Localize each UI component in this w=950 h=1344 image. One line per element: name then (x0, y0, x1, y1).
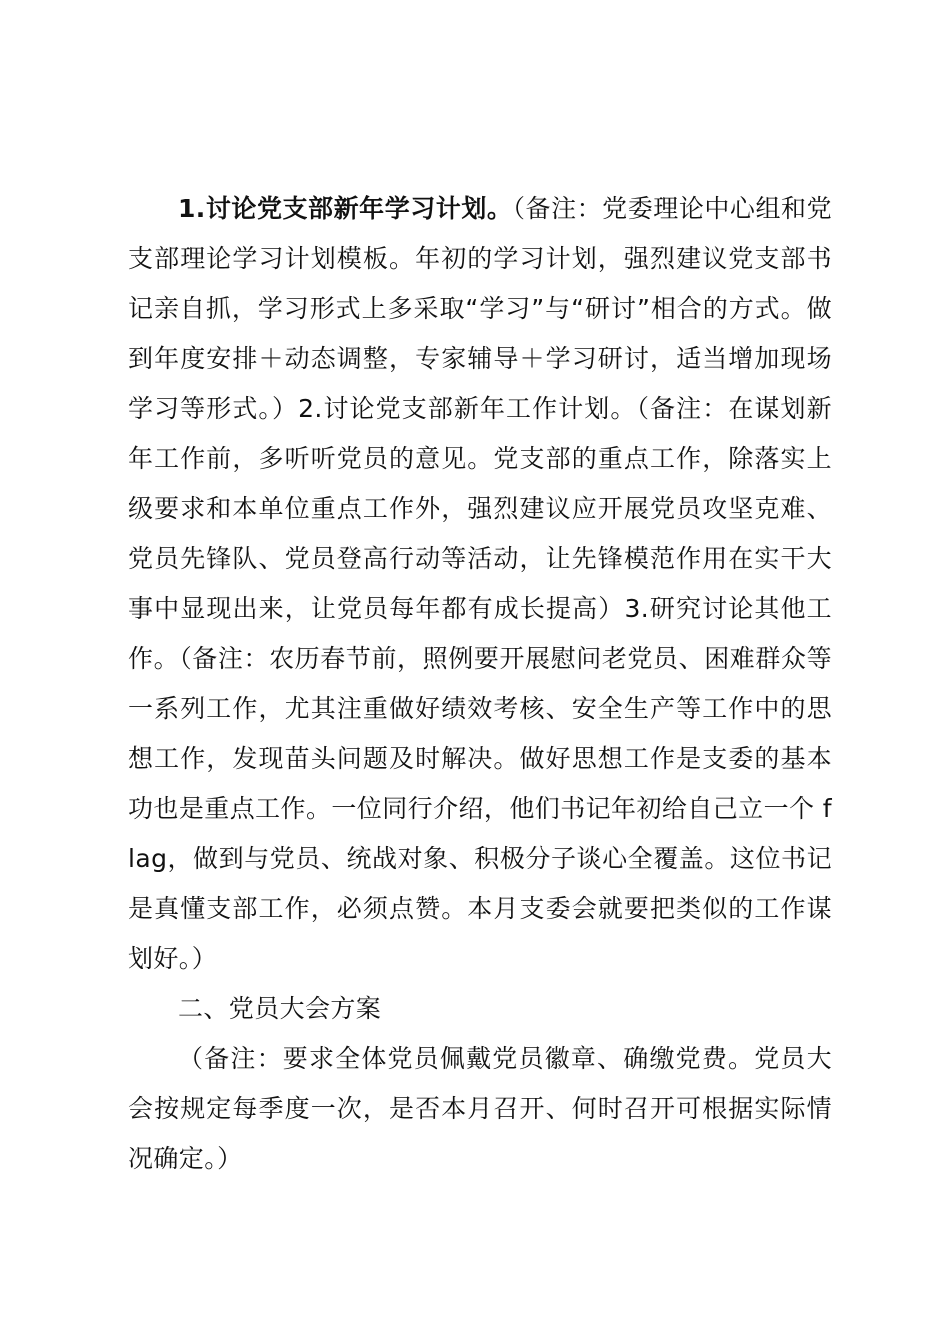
paragraph-congress-notes: （备注：要求全体党员佩戴党员徽章、确缴党费。党员大会按规定每季度一次，是否本月召开、何时召开可根据实际情况确定。） (128, 1044, 832, 1173)
section-heading-party-congress: 二、党员大会方案 (178, 994, 382, 1023)
item-1-notes: （备注：党委理论中心组和党支部理论学习计划模板。年初的学习计划，强烈建议党支部书记亲自抓，学习形式上多采取“学习”与“研讨”相合的方式。做到年度安排＋动态调整，专家辅导＋学习研讨，适当增加现场学习等形式。）2.讨论党支部新年工作计划。（备注：在谋划新年工作前，多听听党员的意见。党支部的重点工作，除落实上级要求和本单位重点工作外，强烈建议应开展党员攻坚克难、党员先锋队、党员登高行动等活动，让先锋模范作用在实干大事中显现出来，让党员每年都有成长提高）3.研究讨论其他工作。（备注：农历春节前，照例要开展慰问老党员、困难群众等一系列工作，尤其注重做好绩效考核、安全生产等工作中的思想工作，发现苗头问题及时解决。做好思想工作是支委的基本功也是重点工作。一位同行介绍，他们书记年初给自己立一个 flag，做到与党员、统战对象、积极分子谈心全覆盖。这位书记是真懂支部工作，必须点赞。本月支委会就要把类似的工作谋划好。） (128, 194, 832, 973)
item-1-title: 1.讨论党支部新年学习计划。 (178, 194, 513, 223)
paragraph-study-work-plans (128, 184, 832, 984)
document-body (128, 184, 832, 1184)
